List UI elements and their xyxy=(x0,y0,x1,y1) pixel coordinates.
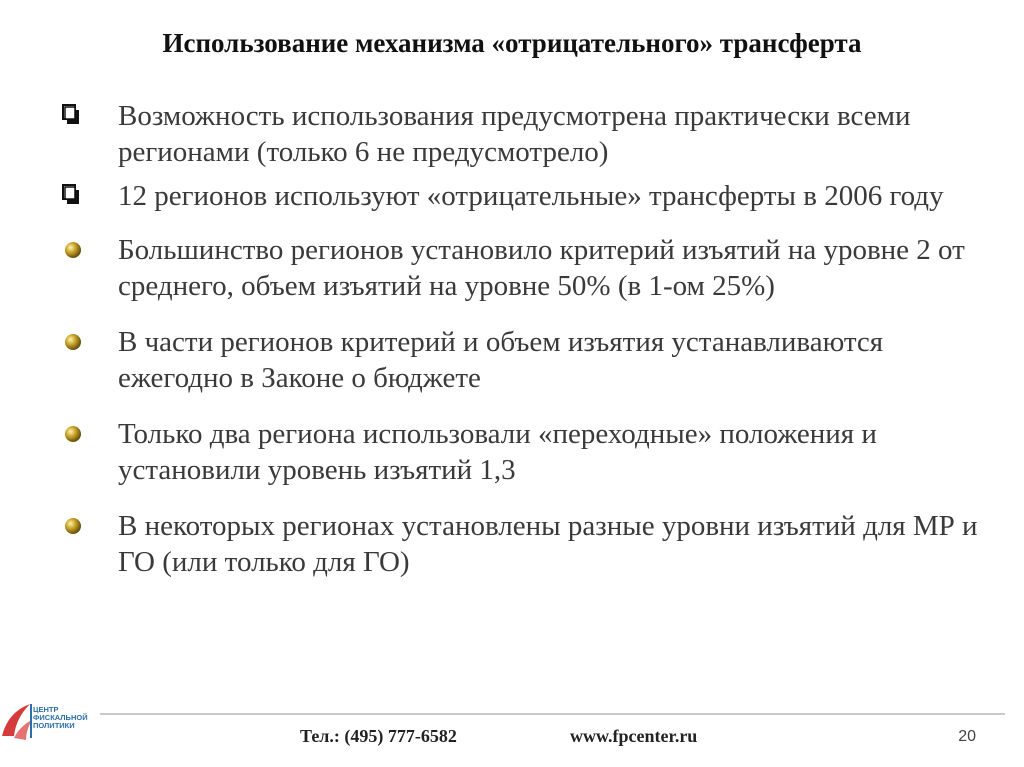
slide-title: Использование механизма «отрицательного» трансферта xyxy=(162,28,862,58)
logo-line: ЦЕНТР xyxy=(33,705,59,714)
logo-text xyxy=(33,706,88,730)
list-item-text: В некоторых регионах установлены разные уровни изъятий для МР и ГО (или только для ГО) xyxy=(118,510,978,578)
checkbox-bullet-icon xyxy=(62,184,80,206)
footer-website: www.fpcenter.ru xyxy=(570,726,698,746)
page-number: 20 xyxy=(958,728,976,745)
list-item xyxy=(58,508,978,580)
checkbox-bullet-icon xyxy=(62,104,80,126)
list-item-text: Возможность использования предусмотрена практически всеми регионами (только 6 не предусмотрело) xyxy=(118,100,911,168)
bullet-list xyxy=(58,98,978,580)
list-item xyxy=(58,98,978,170)
logo-line: ПОЛИТИКИ xyxy=(33,721,75,730)
footer-divider xyxy=(100,713,1005,715)
logo-line: ФИСКАЛЬНОЙ xyxy=(33,713,88,722)
list-item xyxy=(58,416,978,488)
list-item-text: Только два региона использовали «переходные» положения и установили уровень изъятий 1,3 xyxy=(118,418,877,486)
list-item xyxy=(58,324,978,396)
list-item xyxy=(58,232,978,304)
list-item xyxy=(58,178,978,214)
gold-ball-bullet-icon xyxy=(64,425,82,443)
list-item-text: 12 регионов используют «отрицательные» трансферты в 2006 году xyxy=(118,180,944,212)
list-item-text: В части регионов критерий и объем изъятия устанавливаются ежегодно в Законе о бюджете xyxy=(118,326,884,394)
footer-phone: Тел.: (495) 777-6582 xyxy=(300,726,457,746)
gold-ball-bullet-icon xyxy=(64,333,82,351)
gold-ball-bullet-icon xyxy=(64,241,82,259)
list-item-text: Большинство регионов установило критерий изъятий на уровне 2 от среднего, объем изъятий на уровне 50% (в 1-ом 25%) xyxy=(118,234,965,302)
gold-ball-bullet-icon xyxy=(64,517,82,535)
